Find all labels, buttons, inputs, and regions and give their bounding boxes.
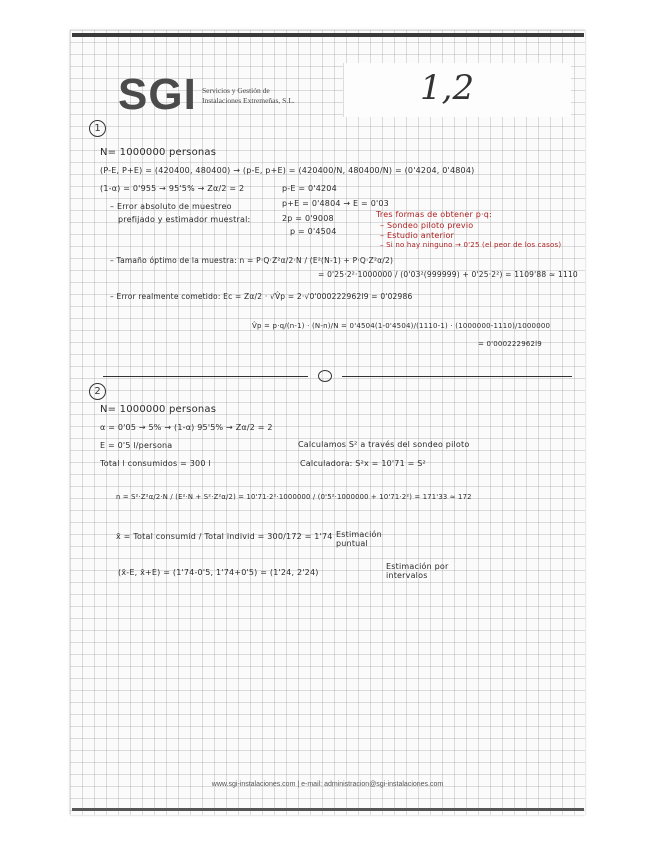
p1-confidence: (1-α) = 0'955 → 95'5% → Zα/2 = 2 — [100, 184, 245, 193]
p2-confidence: α = 0'05 → 5% → (1-α) 95'5% → Zα/2 = 2 — [100, 423, 273, 432]
p2-mean: x̄ = Total consumid / Total individ = 300/172 = 1'74 — [116, 532, 333, 541]
p1-population: N= 1000000 personas — [100, 147, 217, 158]
p1-variance-result: = 0'000222962l9 — [478, 340, 542, 348]
divider-left — [103, 376, 308, 377]
p1-lower-bound: p-E = 0'4204 — [282, 184, 337, 193]
p2-point-estimate: Estimación puntual — [336, 530, 382, 548]
p1-error-label-2: prefijado y estimador muestral: — [118, 215, 251, 224]
p1-interval: (P-E, P+E) = (420400, 480400) → (p-E, p+E) = (420400/N, 480400/N) = (0'4204, 0'4804) — [100, 166, 475, 175]
p1-p: p = 0'4504 — [290, 227, 337, 236]
p1-note-1: – Sondeo piloto previo — [380, 221, 474, 230]
p1-2p: 2p = 0'9008 — [282, 214, 334, 223]
company-name: Servicios y Gestión de Instalaciones Extremeñas, S.L. — [202, 86, 295, 105]
p1-sample-size: – Tamaño óptimo de la muestra: n = P·Q·Z²α/2·N / (E²(N-1) + P·Q·Z²α/2) — [110, 256, 394, 265]
p1-note-title: Tres formas de obtener p·q: — [376, 210, 492, 219]
company-logo: SGI — [118, 70, 197, 119]
p2-sample-size: n = S²·Z²α/2·N / (E²·N + S²·Z²α/2) = 10'71·2²·1000000 / (0'5²·1000000 + 10'71·2²) = 171'33 ≃ 172 — [116, 493, 472, 501]
p1-real-error: – Error realmente cometido: Ec = Zα/2 · √V̂p = 2·√0'000222962l9 = 0'02986 — [110, 292, 413, 301]
p2-pilot: Calculamos S² a través del sondeo piloto — [298, 440, 470, 449]
p2-total: Total l consumidos = 300 l — [100, 459, 211, 468]
p2-interval: (x̄-E, x̄+E) = (1'74-0'5, 1'74+0'5) = (1'24, 2'24) — [118, 568, 319, 577]
divider-right — [342, 376, 572, 377]
problem-1-number: 1 — [89, 120, 106, 137]
footer-contact: www.sgi-instalaciones.com | e-mail: administracion@sgi-instalaciones.com — [211, 781, 444, 788]
p2-calculator: Calculadora: S²x = 10'71 = S² — [300, 459, 426, 468]
p2-error: E = 0'5 l/persona — [100, 441, 173, 450]
p1-error-label: – Error absoluto de muestreo — [110, 202, 232, 211]
p1-upper-bound: p+E = 0'4804 → E = 0'03 — [282, 199, 389, 208]
divider-circle — [318, 370, 332, 382]
p1-note-2: – Estudio anterior — [380, 231, 455, 240]
p2-population: N= 1000000 personas — [100, 404, 217, 415]
page-top-edge — [72, 33, 584, 37]
p1-sample-size-result: = 0'25·2²·1000000 / (0'03²(999999) + 0'25·2²) = 1109'88 ≃ 1110 — [318, 270, 578, 279]
page-bottom-edge — [72, 808, 584, 811]
p1-variance: V̂p = p·q/(n-1) · (N-n)/N = 0'4504(1-0'4504)/(1110-1) · (1000000-1110)/1000000 — [252, 322, 551, 330]
p1-note-3: – Si no hay ninguno → 0'25 (el peor de los casos) — [380, 241, 562, 249]
p2-interval-estimate: Estimación por intervalos — [386, 562, 449, 580]
page-number: 1,2 — [420, 68, 475, 108]
problem-2-number: 2 — [89, 383, 106, 400]
